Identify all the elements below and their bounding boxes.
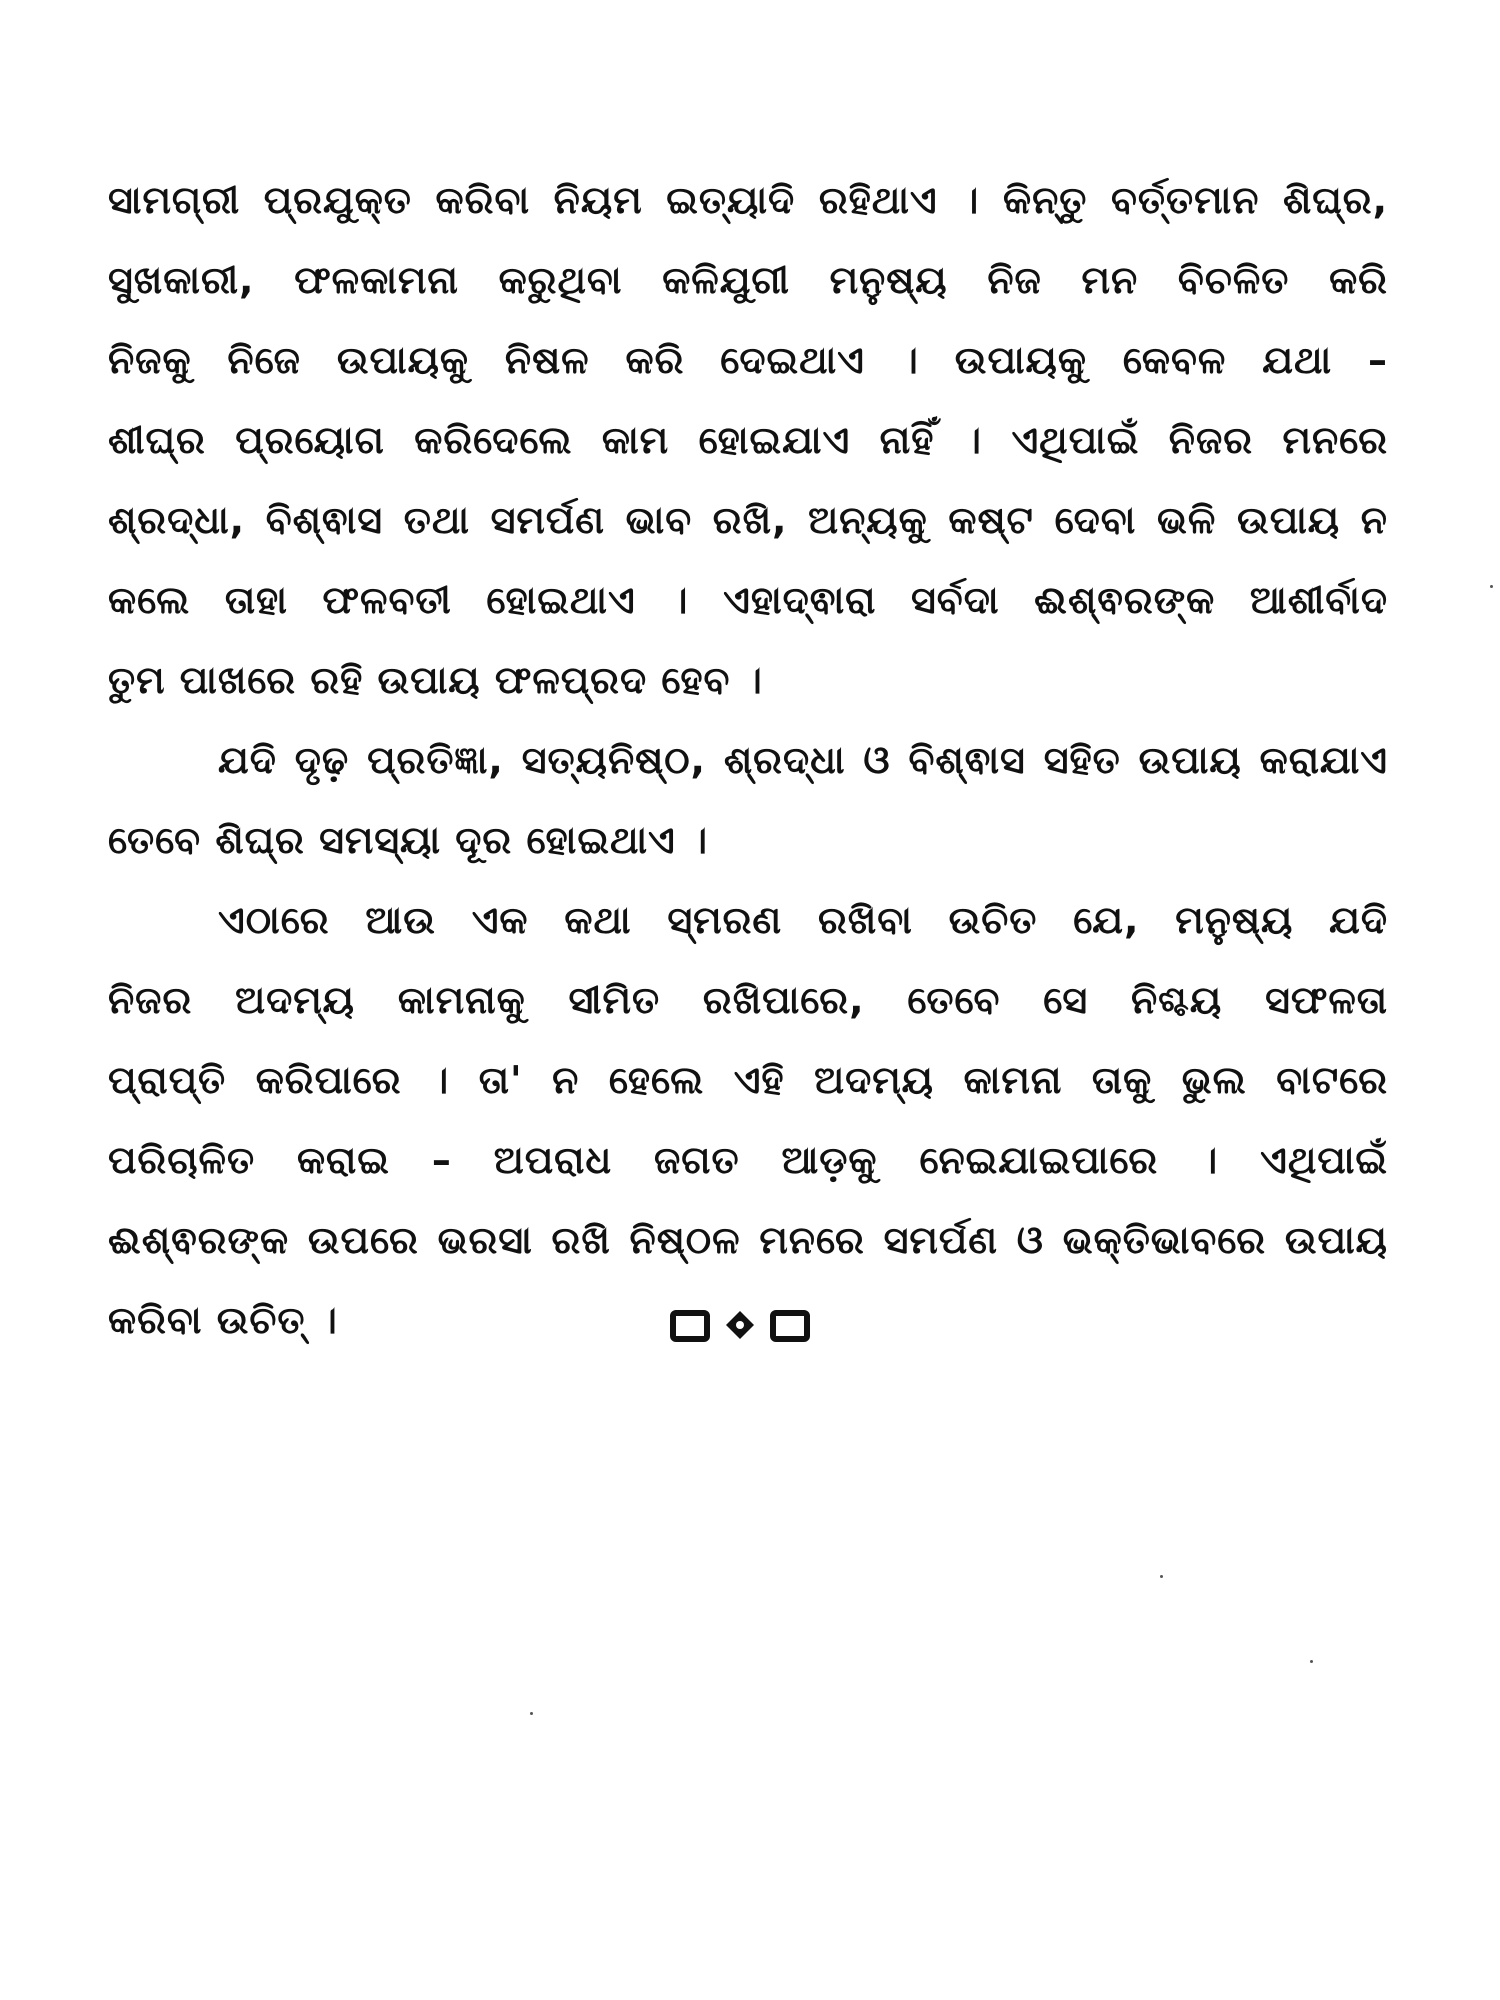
paper-speck	[530, 1712, 533, 1715]
text-line: ତେବେ ଶିଘ୍ର ସମସ୍ୟା ଦୂର ହୋଇଥାଏ ।	[108, 818, 709, 862]
text-line: ଶ୍ରଦ୍ଧା, ବିଶ୍ଵାସ ତଥା ସମର୍ପଣ ଭାବ ରଖି, ଅନ୍ୟକୁ କଷ୍ଟ ଦେବା ଭଳି ଉପାୟ ନ	[108, 498, 1388, 542]
square-diamond-square-ornament-icon	[670, 1305, 810, 1345]
text-line: ନିଜର ଅଦମ୍ୟ କାମନାକୁ ସୀମିତ ରଖିପାରେ, ତେବେ ସେ ନିଶ୍ଚୟ ସଫଳତା	[108, 978, 1388, 1022]
text-line: କଲେ ତାହା ଫଳବତୀ ହୋଇଥାଏ । ଏହାଦ୍ଵାରା ସର୍ବଦା ଈଶ୍ଵରଙ୍କ ଆଶୀର୍ବାଦ	[108, 578, 1388, 622]
text-line: ନିଜକୁ ନିଜେ ଉପାୟକୁ ନିଷଳ କରି ଦେଇଥାଏ । ଉପାୟକୁ କେବଳ ଯଥା –	[108, 338, 1388, 382]
text-line: ସାମଗ୍ରୀ ପ୍ରଯୁକ୍ତ କରିବା ନିୟମ ଇତ୍ୟାଦି ରହିଥାଏ । କିନ୍ତୁ ବର୍ତ୍ତମାନ ଶିଘ୍ର,	[108, 178, 1388, 222]
text-line: ପରିଚାଳିତ କରାଇ – ଅପରାଧ ଜଗତ ଆଡ଼କୁ ନେଇଯାଇପାରେ । ଏଥିପାଇଁ	[108, 1138, 1388, 1182]
paper-speck	[1310, 1660, 1313, 1663]
text-line: ଶୀଘ୍ର ପ୍ରୟୋଗ କରିଦେଲେ କାମ ହୋଇଯାଏ ନାହିଁ । ଏଥିପାଇଁ ନିଜର ମନରେ	[108, 418, 1388, 462]
right-square-icon	[773, 1313, 807, 1339]
paper-speck	[1160, 1575, 1163, 1578]
text-line: ସୁଖକାରୀ, ଫଳକାମନା କରୁଥିବା କଳିଯୁଗୀ ମନୁଷ୍ୟ ନିଜ ମନ ବିଚଳିତ କରି	[108, 258, 1388, 302]
text-line: ଈଶ୍ଵରଙ୍କ ଉପରେ ଭରସା ରଖି ନିଷ୍ଠଳ ମନରେ ସମର୍ପଣ ଓ ଭକ୍ତିଭାବରେ ଉପାୟ	[108, 1218, 1388, 1262]
text-line: କରିବା ଉଚିତ୍ ।	[108, 1298, 338, 1342]
text-line: ଯଦି ଦୃଢ଼ ପ୍ରତିଜ୍ଞା, ସତ୍ୟନିଷ୍ଠ, ଶ୍ରଦ୍ଧା ଓ ବିଶ୍ଵାସ ସହିତ ଉପାୟ କରାଯାଏ	[218, 738, 1388, 782]
text-line: ଏଠାରେ ଆଉ ଏକ କଥା ସ୍ମରଣ ରଖିବା ଉଚିତ ଯେ, ମନୁଷ୍ୟ ଯଦି	[218, 898, 1388, 942]
text-line: ପ୍ରାପ୍ତି କରିପାରେ । ତା' ନ ହେଲେ ଏହି ଅଦମ୍ୟ କାମନା ତାକୁ ଭୁଲ ବାଟରେ	[108, 1058, 1388, 1102]
paper-speck	[1490, 585, 1493, 588]
text-line: ତୁମ ପାଖରେ ରହି ଉପାୟ ଫଳପ୍ରଦ ହେବ ।	[108, 658, 763, 702]
body-text	[108, 160, 1388, 1360]
diamond-center-dot	[736, 1321, 744, 1329]
left-square-icon	[673, 1313, 707, 1339]
